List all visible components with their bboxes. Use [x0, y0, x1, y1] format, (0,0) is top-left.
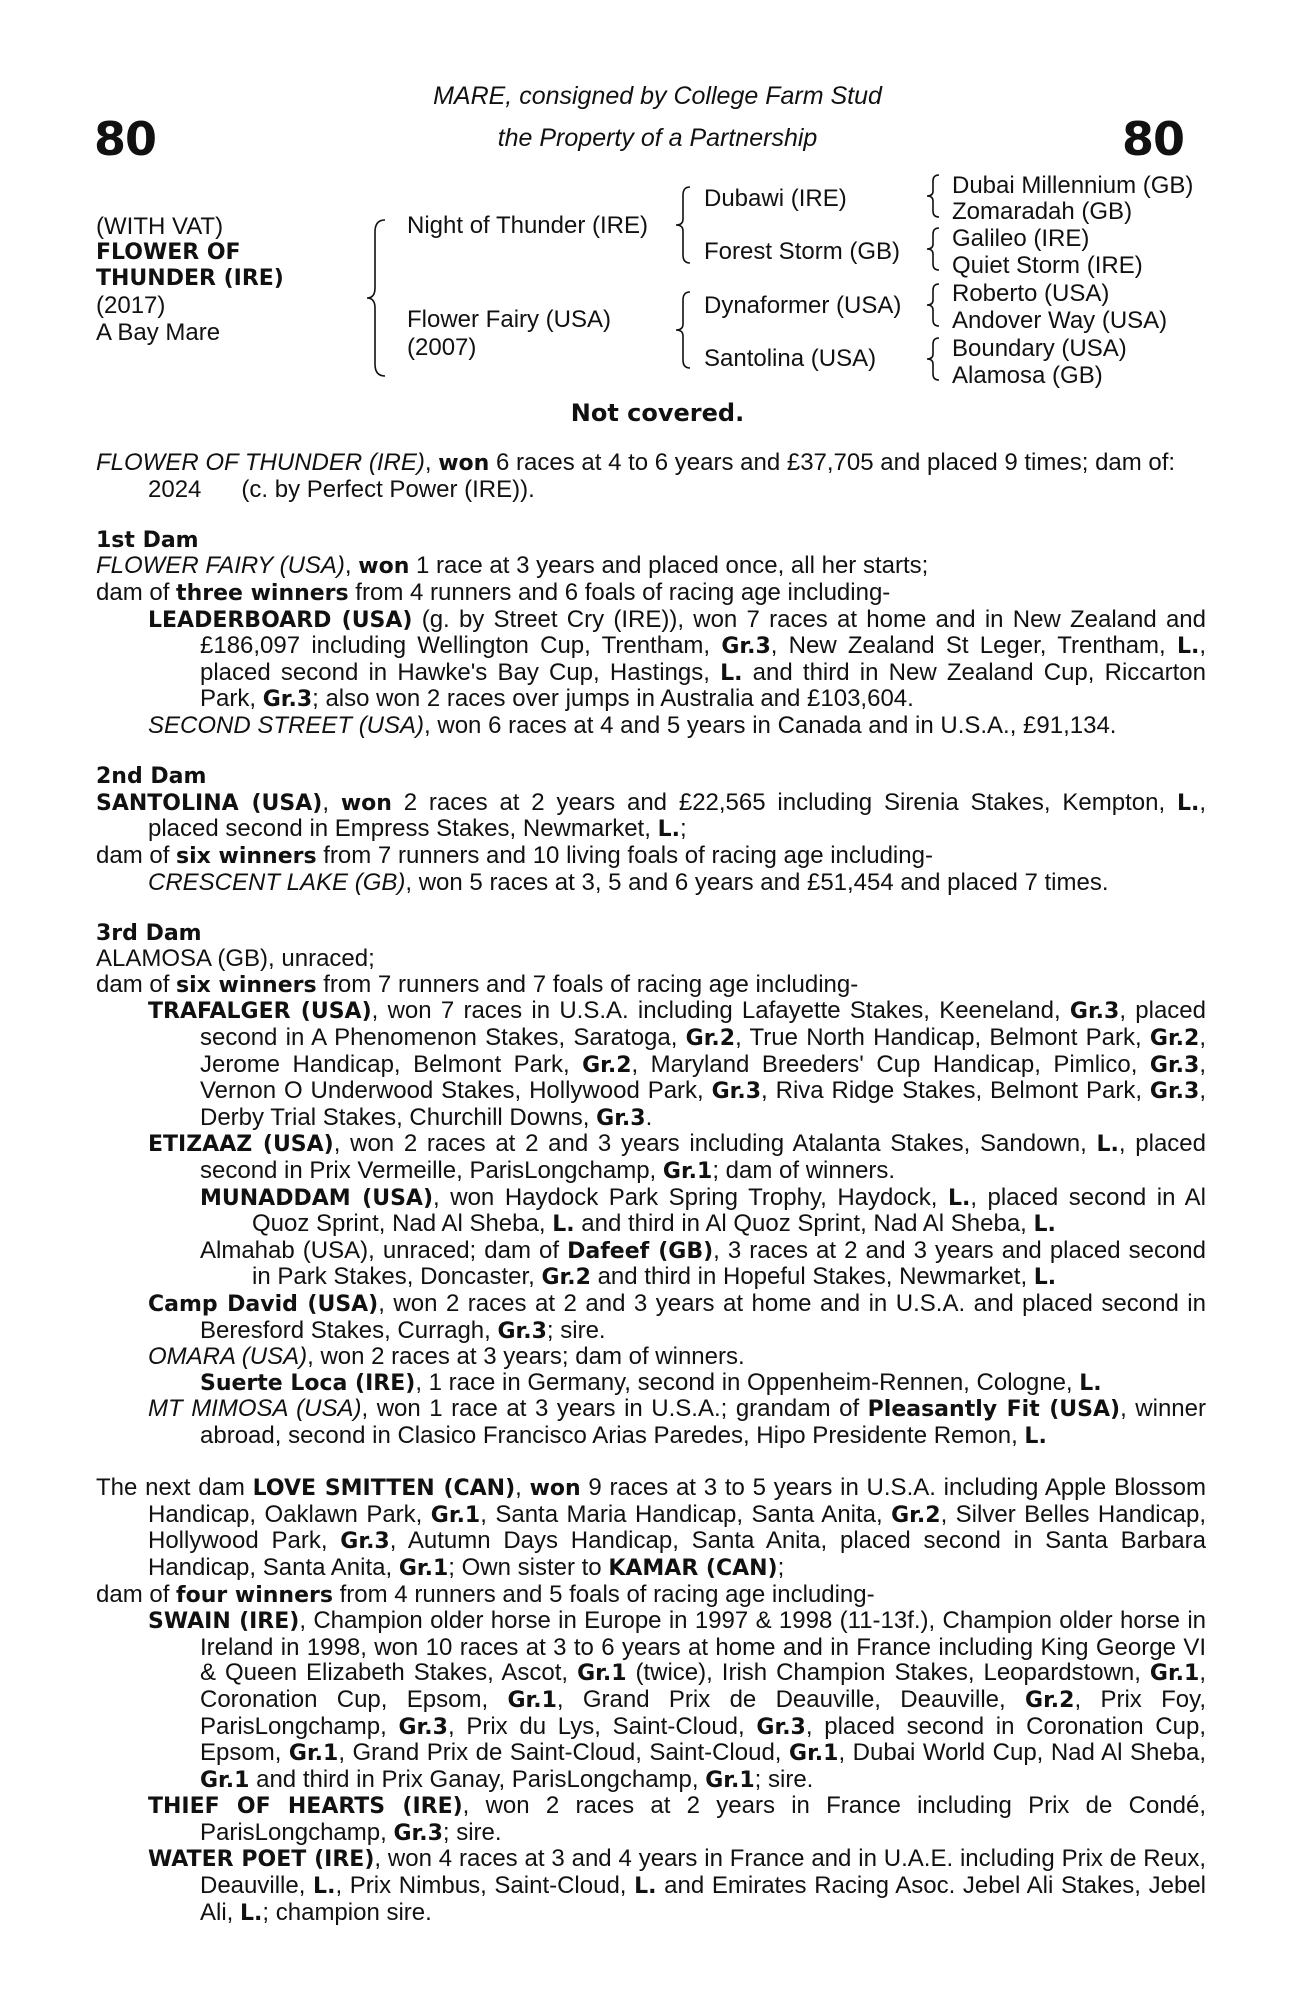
horse-name-line1: FLOWER OF: [96, 240, 241, 265]
etizaaz-entry: ETIZAAZ (USA), won 2 races at 2 and 3 years including Atalanta Stakes, Sandown, L., placed second in Prix Vermeille, ParisLongchamp, Gr.1; dam of winners.: [148, 1130, 1206, 1185]
second-dam-record: SANTOLINA (USA), won 2 races at 2 years and £22,565 including Sirenia Stakes, Kempton, L., placed second in Empress Stakes, Newmarket, L.;: [96, 788, 1207, 843]
leaderboard-entry: LEADERBOARD (USA) (g. by Street Cry (IRE)), won 7 races at home and in New Zealand and £186,097 including Wellington Cup, Trentham, Gr.3, New Zealand St Leger, Trentham, L., placed second in Hawke's Bay Cup, Hastings, L. and third in New Zealand Cup, Riccarton Park, Gr.3; also won 2 races over jumps in Australia and £103,604.: [148, 605, 1206, 713]
dam-dam: Santolina (USA): [704, 345, 877, 372]
omara-entry: OMARA (USA), won 2 races at 3 years; dam of winners.: [148, 1343, 745, 1371]
dam: Flower Fairy (USA): [407, 306, 612, 333]
gg-7: Boundary (USA): [952, 335, 1127, 362]
third-dam-record: ALAMOSA (GB), unraced;: [96, 945, 375, 973]
next-dam-record: The next dam LOVE SMITTEN (CAN), won 9 races at 3 to 5 years in U.S.A. including Apple Blossom Handicap, Oaklawn Park, Gr.1, Santa Maria Handicap, Santa Anita, Gr.2, Silver Belles Handicap, Hollywood Park, Gr.3, Autumn Days Handicap, Santa Anita, placed second in Santa Barbara Handicap, Santa Anita, Gr.1; Own sister to KAMAR (CAN);: [96, 1474, 1207, 1581]
horse-name: FLOWER OF THUNDER (IRE): [96, 449, 425, 476]
suerte-loca-entry: Suerte Loca (IRE), 1 race in Germany, second in Oppenheim-Rennen, Cologne, L.: [200, 1368, 1102, 1396]
consignor-line: MARE, consigned by College Farm Stud: [433, 82, 882, 110]
horse-description: A Bay Mare: [96, 319, 221, 346]
vat-label: (WITH VAT): [96, 213, 224, 240]
first-dam-heading: 1st Dam: [96, 527, 199, 553]
trafalger-entry: TRAFALGER (USA), won 7 races in U.S.A. including Lafayette Stakes, Keeneland, Gr.3, placed second in A Phenomenon Stakes, Saratoga, Gr.2, True North Handicap, Belmont Park, Gr.2, Jerome Handicap, Belmont Park, Gr.2, Maryland Breeders' Cup Handicap, Pimlico, Gr.3, Vernon O Underwood Stakes, Hollywood Park, Gr.3, Riva Ridge Stakes, Belmont Park, Gr.3, Derby Trial Stakes, Churchill Downs, Gr.3.: [148, 997, 1207, 1131]
gg-1: Dubai Millennium (GB): [952, 172, 1194, 199]
first-dam-produce: dam of three winners from 4 runners and 6 foals of racing age including-: [96, 578, 891, 606]
g4-brace: [925, 336, 943, 382]
horse-year: (2017): [96, 292, 166, 319]
first-dam-record: FLOWER FAIRY (USA), won 1 race at 3 years and placed once, all her starts;: [96, 552, 929, 580]
sire-dam: Forest Storm (GB): [704, 238, 901, 265]
sire: Night of Thunder (IRE): [407, 212, 648, 239]
swain-entry: SWAIN (IRE), Champion older horse in Europe in 1997 & 1998 (11-13f.), Champion older horse in Ireland in 1998, won 10 races at 3 to 6 years at home and in France including King George VI & Queen Elizabeth Stakes, Ascot, Gr.1 (twice), Irish Champion Stakes, Leopardstown, Gr.1, Coronation Cup, Epsom, Gr.1, Grand Prix de Deauville, Deauville, Gr.2, Prix Foy, ParisLongchamp, Gr.3, Prix du Lys, Saint-Cloud, Gr.3, placed second in Coronation Cup, Epsom, Gr.1, Grand Prix de Saint-Cloud, Saint-Cloud, Gr.1, Dubai World Cup, Nad Al Sheba, Gr.1 and third in Prix Ganay, ParisLongchamp, Gr.1; sire.: [148, 1607, 1207, 1793]
main-pedigree-brace: [365, 218, 391, 378]
second-dam-produce: dam of six winners from 7 runners and 10 living foals of racing age including-: [96, 841, 933, 869]
gg-3: Galileo (IRE): [952, 225, 1090, 252]
dam-year: (2007): [407, 334, 477, 361]
mt-mimosa-entry: MT MIMOSA (USA), won 1 race at 3 years in U.S.A.; grandam of Pleasantly Fit (USA), winner abroad, second in Clasico Francisco Arias Paredes, Hipo Presidente Remon, L.: [148, 1395, 1206, 1449]
second-street-entry: SECOND STREET (USA), won 6 races at 4 and 5 years in Canada and in U.S.A., £91,134.: [148, 711, 1117, 739]
gg-2: Zomaradah (GB): [952, 198, 1133, 225]
horse-name-line2: THUNDER (IRE): [96, 266, 284, 291]
next-dam-produce: dam of four winners from 4 runners and 5 foals of racing age including-: [96, 1580, 875, 1608]
produce-record: 2024 (c. by Perfect Power (IRE)).: [148, 475, 535, 503]
g3-brace: [925, 282, 943, 328]
water-poet-entry: WATER POET (IRE), won 4 races at 3 and 4 years in France and in U.A.E. including Prix de Reux, Deauville, L., Prix Nimbus, Saint-Cloud, L. and Emirates Racing Asoc. Jebel Ali Stakes, Jebel Ali, L.; champion sire.: [148, 1845, 1207, 1926]
camp-david-entry: Camp David (USA), won 2 races at 2 and 3 years at home and in U.S.A. and placed second in Beresford Stakes, Curragh, Gr.3; sire.: [148, 1290, 1206, 1344]
third-dam-produce: dam of six winners from 7 runners and 7 foals of racing age including-: [96, 970, 859, 998]
property-line: the Property of a Partnership: [497, 124, 818, 152]
crescent-lake-entry: CRESCENT LAKE (GB), won 5 races at 3, 5 and 6 years and £51,454 and placed 7 times.: [148, 868, 1109, 896]
sire-brace: [674, 185, 694, 265]
covered-status: Not covered.: [570, 399, 745, 427]
almahab-entry: Almahab (USA), unraced; dam of Dafeef (GB), 3 races at 2 and 3 years and placed second in Park Stakes, Doncaster, Gr.2 and third in Hopeful Stakes, Newmarket, L.: [200, 1236, 1206, 1291]
gg-4: Quiet Storm (IRE): [952, 252, 1143, 279]
gg-6: Andover Way (USA): [952, 307, 1168, 334]
gg-8: Alamosa (GB): [952, 362, 1103, 389]
lot-number-right: 80: [1122, 112, 1185, 166]
second-dam-heading: 2nd Dam: [96, 764, 207, 790]
lot-number-left: 80: [94, 112, 157, 166]
intro-paragraph: FLOWER OF THUNDER (IRE), won 6 races at 4 to 6 years and £37,705 and placed 9 times; dam of:: [96, 449, 1176, 476]
gg-5: Roberto (USA): [952, 280, 1110, 307]
sire-sire: Dubawi (IRE): [704, 185, 847, 212]
dam-brace: [674, 290, 694, 370]
g1-brace: [925, 173, 943, 219]
catalogue-body: [96, 450, 1206, 1926]
thief-of-hearts-entry: THIEF OF HEARTS (IRE), won 2 races at 2 years in France including Prix de Condé, ParisLongchamp, Gr.3; sire.: [148, 1792, 1207, 1846]
dam-sire: Dynaformer (USA): [704, 292, 902, 319]
munaddam-entry: MUNADDAM (USA), won Haydock Park Spring Trophy, Haydock, L., placed second in Al Quoz Sprint, Nad Al Sheba, L. and third in Al Quoz Sprint, Nad Al Sheba, L.: [200, 1183, 1206, 1238]
g2-brace: [925, 226, 943, 272]
third-dam-heading: 3rd Dam: [96, 920, 202, 946]
